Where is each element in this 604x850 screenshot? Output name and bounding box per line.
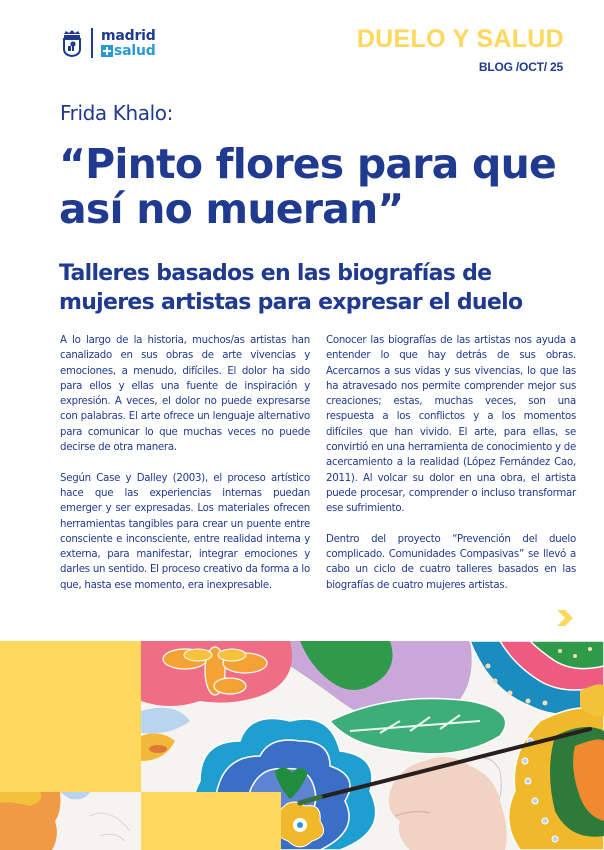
- plus-cross-icon: [101, 45, 113, 57]
- decorative-yellow-block: [0, 641, 141, 792]
- next-page-button[interactable]: [555, 609, 575, 627]
- article-paragraph: Dentro del proyecto “Prevención del duelo complicado. Comunidades Compasivas” se llevó a cabo un ciclo de cuatro talleres basados en las biografías de cuatro mujeres artistas.: [326, 533, 576, 591]
- article-paragraph: Conocer las biografías de las artistas nos ayuda a entender lo que hay detrás de sus obras. Acercarnos a sus vidas y sus vivencias, lo que las ha atravesado nos permite comprender mejor sus creaciones; estas, muchas veces, son una respuesta a los conflictos y a los momentos difíciles que han vivido. El arte, para ellas, se convirtió en una herramienta de conocimiento y de acercamiento a la realidad (López Fernández Cao, 2011). Al volcar su dolor en una obra, el artista puede procesar, comprender o incluso transformar ese sufrimiento.: [326, 335, 576, 515]
- article-subheadline: Talleres basados en las biografías de mujeres artistas para expresar el duelo: [59, 261, 523, 315]
- article-headline: “Pinto flores para que así no mueran”: [59, 140, 556, 233]
- article-paragraph: A lo largo de la historia, muchos/as artistas han canalizado en sus obras de arte vivencias y emociones, a menudo, difíciles. El dolor ha sido para ellos y ellas una fuente de inspiración y expresión. A veces, el dolor no puede expresarse con palabras. El arte ofrece un lenguaje alternativo para comunicar lo que muchas veces no puede decirse de otra manera.: [60, 335, 310, 454]
- article-column-left: [60, 333, 310, 608]
- article-kicker: Frida Khalo:: [60, 101, 173, 125]
- blog-brand-title: DUELO Y SALUD: [356, 25, 564, 53]
- madrid-salud-logo: [62, 27, 156, 59]
- logo-madrid-text: madrid: [101, 27, 156, 44]
- article-paragraph: Según Case y Dalley (2003), el proceso artístico hace que las experiencias internas puedan emerger y ser expresadas. Los materiales ofrecen herramientas tangibles para crear un puente entre consciente e inconsciente, entre realidad interna y externa, para manifestar, integrar emociones y darles un sentido. El proceso creativo da forma a lo que, hasta ese momento, era inexpresable.: [60, 472, 310, 591]
- decorative-yellow-block: [141, 792, 281, 850]
- logo-salud-label: salud: [114, 42, 156, 59]
- article-column-right: [326, 333, 576, 608]
- logo-wordmark: [101, 29, 156, 58]
- feature-image-mosaic: [0, 641, 604, 850]
- blog-issue-date: BLOG /OCT/ 25: [478, 60, 563, 74]
- madrid-crest-icon: [62, 29, 82, 57]
- logo-salud-text: [101, 44, 156, 58]
- chevron-right-icon: [555, 609, 575, 627]
- logo-divider: [91, 28, 93, 58]
